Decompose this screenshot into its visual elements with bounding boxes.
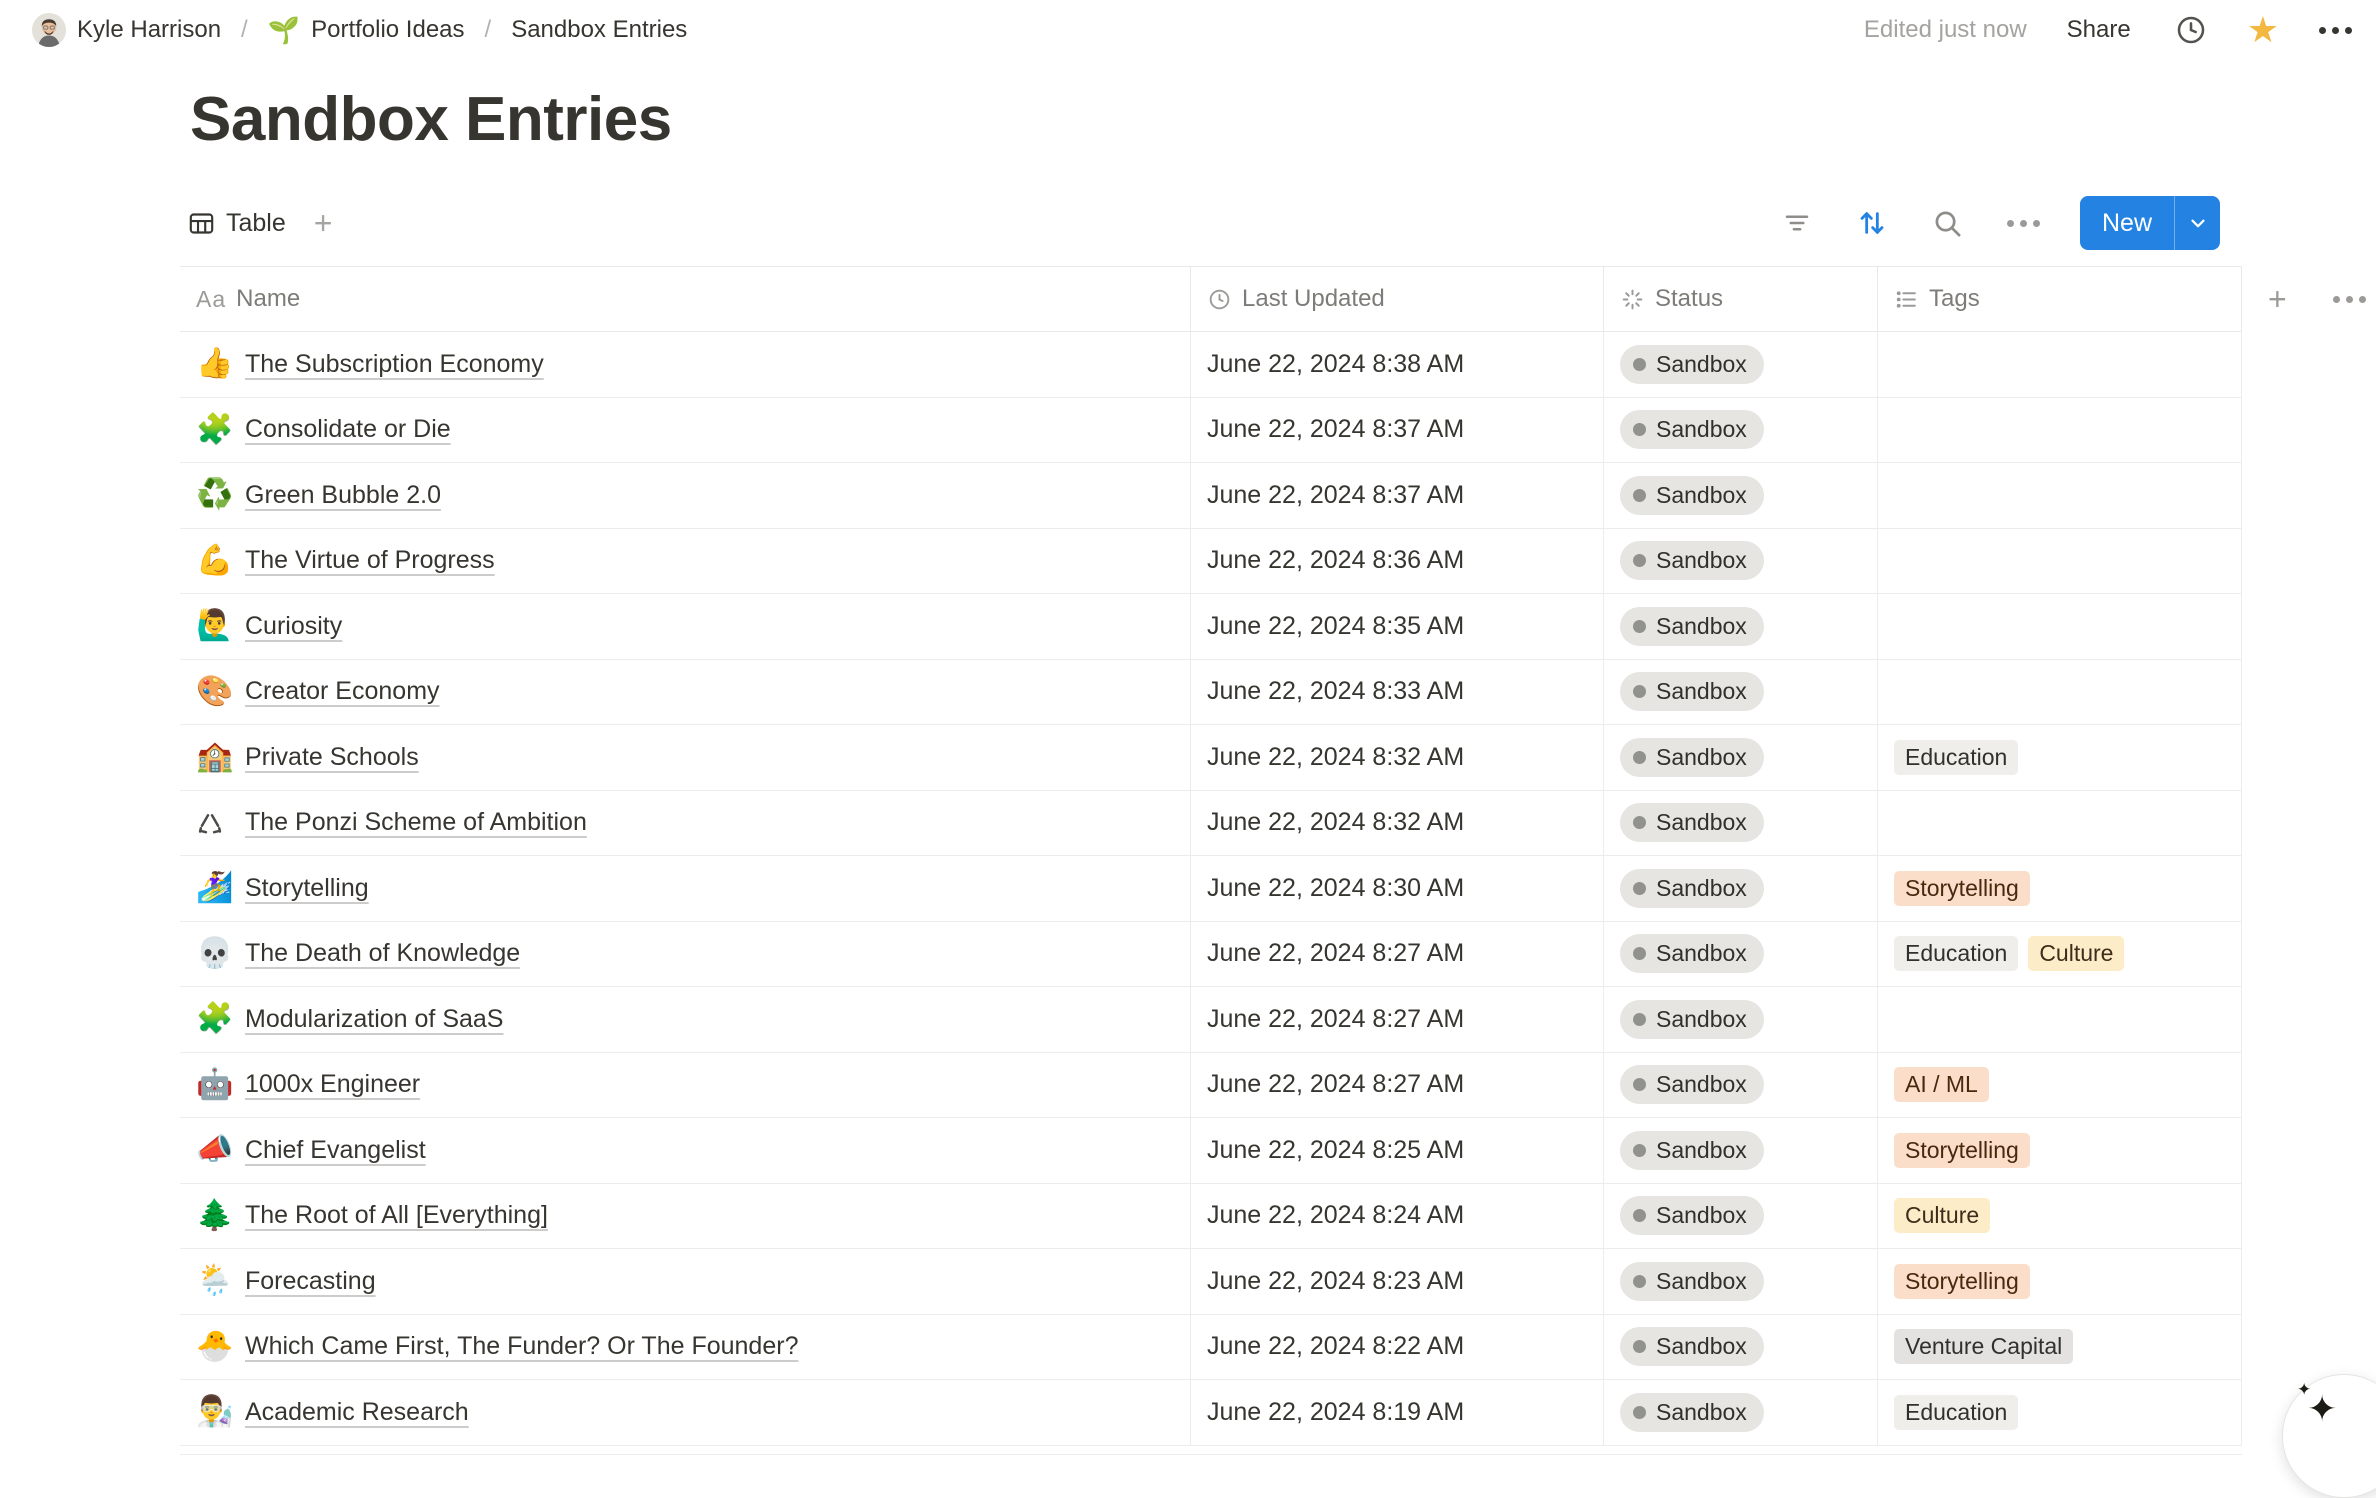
name-cell[interactable] (180, 1249, 1191, 1314)
status-label: Sandbox (1656, 1071, 1747, 1098)
name-cell[interactable] (180, 332, 1191, 397)
last-updated-cell[interactable]: June 22, 2024 8:23 AM (1191, 1249, 1604, 1314)
status-badge (1620, 1262, 1764, 1301)
name-cell[interactable] (180, 922, 1191, 987)
name-cell[interactable] (180, 791, 1191, 856)
status-cell[interactable] (1604, 1249, 1878, 1314)
last-updated-cell[interactable]: June 22, 2024 8:37 AM (1191, 398, 1604, 463)
table-row (180, 791, 2242, 857)
breadcrumb-label: Sandbox Entries (511, 16, 688, 43)
page-link[interactable]: Green Bubble 2.0 (245, 480, 441, 509)
status-dot-icon (1633, 1340, 1646, 1353)
last-updated-cell[interactable]: June 22, 2024 8:32 AM (1191, 791, 1604, 856)
status-dot-icon (1633, 751, 1646, 764)
status-cell[interactable] (1604, 660, 1878, 725)
table-row (180, 1184, 2242, 1250)
status-cell[interactable] (1604, 987, 1878, 1052)
column-header-name[interactable] (180, 267, 1191, 331)
name-cell[interactable] (180, 660, 1191, 725)
page-emoji-icon: 👨‍🔬 (196, 1395, 234, 1429)
page-link[interactable]: The Virtue of Progress (245, 546, 495, 575)
tag-pill: Venture Capital (1894, 1329, 2073, 1364)
table-header-row (180, 266, 2287, 332)
status-badge (1620, 1196, 1764, 1235)
status-label: Sandbox (1656, 1267, 1747, 1294)
status-label: Sandbox (1656, 874, 1747, 901)
breadcrumb-label: Portfolio Ideas (311, 16, 465, 43)
status-label: Sandbox (1656, 481, 1747, 508)
database-table (180, 266, 2287, 1455)
status-dot-icon (1633, 1078, 1646, 1091)
status-label: Sandbox (1656, 416, 1747, 443)
status-badge (1620, 1393, 1764, 1432)
status-badge (1620, 1000, 1764, 1039)
name-cell[interactable] (180, 463, 1191, 528)
last-updated-cell[interactable]: June 22, 2024 8:27 AM (1191, 922, 1604, 987)
add-column-icon[interactable]: + (2268, 281, 2287, 317)
page-link[interactable]: Consolidate or Die (245, 415, 451, 444)
name-cell[interactable] (180, 1184, 1191, 1249)
name-cell[interactable] (180, 1315, 1191, 1380)
breadcrumb-item-workspace[interactable] (26, 10, 227, 50)
column-header-label: Last Updated (1242, 285, 1385, 312)
name-cell[interactable] (180, 398, 1191, 463)
name-cell[interactable] (180, 594, 1191, 659)
view-toolbar (180, 194, 2242, 252)
view-options-icon[interactable] (2003, 216, 2044, 231)
page-emoji-icon: 👍 (196, 347, 234, 381)
table-options-icon[interactable] (2329, 292, 2370, 307)
name-cell[interactable] (180, 987, 1191, 1052)
share-button[interactable]: Share (2066, 16, 2131, 43)
tags-cell[interactable] (1878, 529, 2242, 594)
tag-pill: Culture (2028, 936, 2124, 971)
status-badge (1620, 738, 1764, 777)
status-dot-icon (1633, 620, 1646, 633)
page-link[interactable]: Academic Research (245, 1397, 469, 1426)
table-row (180, 660, 2242, 726)
status-cell[interactable] (1604, 1380, 1878, 1445)
column-header-last-updated[interactable] (1191, 267, 1604, 331)
breadcrumb (26, 10, 693, 50)
status-cell[interactable] (1604, 922, 1878, 987)
table-row (180, 398, 2242, 464)
page-emoji-icon: 🧩 (196, 1002, 234, 1036)
status-cell[interactable] (1604, 1053, 1878, 1118)
last-updated-cell[interactable]: June 22, 2024 8:30 AM (1191, 856, 1604, 921)
status-label: Sandbox (1656, 547, 1747, 574)
add-view-icon[interactable]: + (313, 205, 333, 241)
tag-pill: Storytelling (1894, 871, 2030, 906)
tag-pill: Storytelling (1894, 1264, 2030, 1299)
status-label: Sandbox (1656, 809, 1747, 836)
name-cell[interactable] (180, 1053, 1191, 1118)
status-badge (1620, 672, 1764, 711)
tags-cell[interactable] (1878, 332, 2242, 397)
clock-icon (1207, 287, 1232, 312)
last-updated-cell[interactable]: June 22, 2024 8:22 AM (1191, 1315, 1604, 1380)
tags-cell[interactable] (1878, 1380, 2242, 1445)
status-dot-icon (1633, 554, 1646, 567)
status-dot-icon (1633, 1144, 1646, 1157)
list-icon (1894, 287, 1919, 312)
page-link[interactable]: Chief Evangelist (245, 1135, 426, 1164)
table-row (180, 922, 2242, 988)
next-row-sliver (180, 1446, 2242, 1455)
ai-assistant-button[interactable] (2282, 1374, 2376, 1498)
status-cell[interactable] (1604, 332, 1878, 397)
breadcrumb-separator: / (241, 16, 248, 43)
new-dropdown-chevron-icon[interactable] (2174, 196, 2220, 250)
page-emoji-icon: 🌦️ (196, 1264, 234, 1298)
status-dot-icon (1633, 489, 1646, 502)
table-row (180, 1380, 2242, 1446)
breadcrumb-label: Kyle Harrison (77, 16, 222, 43)
page-link[interactable]: The Root of All [Everything] (245, 1201, 548, 1230)
breadcrumb-item-sandbox-entries[interactable] (505, 13, 693, 47)
table-row (180, 1315, 2242, 1381)
tags-cell[interactable] (1878, 660, 2242, 725)
page-link[interactable]: Curiosity (245, 611, 343, 640)
page-emoji-icon: 🧩 (196, 412, 234, 446)
status-label: Sandbox (1656, 1136, 1747, 1163)
page-emoji-icon: 🏫 (196, 740, 234, 774)
table-row (180, 1053, 2242, 1119)
top-bar (0, 0, 2376, 60)
page-emoji-icon: 🎨 (196, 674, 234, 708)
status-badge (1620, 345, 1764, 384)
tags-cell[interactable] (1878, 463, 2242, 528)
tags-cell[interactable] (1878, 856, 2242, 921)
last-updated-cell[interactable]: June 22, 2024 8:33 AM (1191, 660, 1604, 725)
column-header-tags[interactable] (1878, 267, 2242, 331)
view-tab-label: Table (226, 208, 286, 237)
last-updated-cell[interactable]: June 22, 2024 8:35 AM (1191, 594, 1604, 659)
status-badge (1620, 1065, 1764, 1104)
status-badge (1620, 803, 1764, 842)
status-dot-icon (1633, 685, 1646, 698)
table-view-icon (188, 210, 215, 237)
status-label: Sandbox (1656, 1333, 1747, 1360)
page-emoji-icon: 📣 (196, 1133, 234, 1167)
table-row (180, 529, 2242, 595)
page-link[interactable]: Creator Economy (245, 677, 440, 706)
status-cell[interactable] (1604, 398, 1878, 463)
status-label: Sandbox (1656, 940, 1747, 967)
page-link[interactable]: Forecasting (245, 1266, 376, 1295)
page-link[interactable]: The Ponzi Scheme of Ambition (245, 808, 587, 837)
new-button-label[interactable]: New (2101, 208, 2152, 237)
last-updated-cell[interactable]: June 22, 2024 8:27 AM (1191, 987, 1604, 1052)
tags-cell[interactable] (1878, 791, 2242, 856)
page-link[interactable]: Storytelling (245, 873, 369, 902)
page-emoji-icon: 🙋‍♂️ (196, 609, 234, 643)
status-label: Sandbox (1656, 678, 1747, 705)
tags-cell[interactable] (1878, 594, 2242, 659)
tag-pill: Education (1894, 936, 2018, 971)
tags-cell[interactable] (1878, 922, 2242, 987)
page-link[interactable]: Which Came First, The Funder? Or The Founder? (245, 1332, 799, 1361)
table-row (180, 594, 2242, 660)
user-avatar (32, 13, 66, 47)
tags-cell[interactable] (1878, 725, 2242, 790)
table-row (180, 987, 2242, 1053)
last-updated-cell[interactable]: June 22, 2024 8:32 AM (1191, 725, 1604, 790)
topbar-actions (1864, 8, 2356, 52)
new-button[interactable] (2080, 196, 2220, 250)
tags-cell[interactable] (1878, 1184, 2242, 1249)
status-cell[interactable] (1604, 1118, 1878, 1183)
status-label: Sandbox (1656, 1202, 1747, 1229)
edited-status: Edited just now (1863, 16, 2027, 43)
status-badge (1620, 1131, 1764, 1170)
page-link[interactable]: The Subscription Economy (245, 349, 544, 378)
seedling-emoji-icon: 🌱 (267, 15, 301, 45)
page-emoji-icon: 🌲 (196, 1198, 234, 1232)
page-emoji-icon: ♻️ (196, 478, 234, 512)
last-updated-cell[interactable]: June 22, 2024 8:37 AM (1191, 463, 1604, 528)
status-badge (1620, 541, 1764, 580)
status-dot-icon (1633, 423, 1646, 436)
column-header-label: Name (236, 285, 301, 312)
status-badge (1620, 934, 1764, 973)
page-link[interactable]: Private Schools (245, 742, 419, 771)
tags-cell[interactable] (1878, 1249, 2242, 1314)
table-body (180, 332, 2242, 1446)
history-clock-icon[interactable] (2171, 10, 2211, 50)
last-updated-cell[interactable]: June 22, 2024 8:38 AM (1191, 332, 1604, 397)
tag-pill: Culture (1894, 1198, 1990, 1233)
page-emoji-icon: 💪 (196, 543, 234, 577)
triangle-outline-icon (196, 809, 232, 837)
last-updated-cell[interactable]: June 22, 2024 8:19 AM (1191, 1380, 1604, 1445)
status-cell[interactable] (1604, 791, 1878, 856)
name-cell[interactable] (180, 725, 1191, 790)
more-options-icon[interactable] (2315, 23, 2356, 38)
tag-pill: Education (1894, 740, 2018, 775)
status-badge (1620, 869, 1764, 908)
column-header-status[interactable] (1604, 267, 1878, 331)
page-emoji-icon: 💀 (196, 936, 234, 970)
status-badge (1620, 607, 1764, 646)
status-dot-icon (1633, 358, 1646, 371)
table-header-extras (2268, 267, 2370, 331)
tab-table-view[interactable] (180, 205, 294, 242)
page-emoji-icon: 🏄‍♀️ (196, 871, 234, 905)
column-header-label: Tags (1929, 285, 1980, 312)
status-cell[interactable] (1604, 1315, 1878, 1380)
status-label: Sandbox (1656, 1398, 1747, 1425)
table-row (180, 1249, 2242, 1315)
tags-cell[interactable] (1878, 1118, 2242, 1183)
name-cell[interactable] (180, 856, 1191, 921)
status-label: Sandbox (1656, 612, 1747, 639)
tag-pill: Education (1894, 1395, 2018, 1430)
name-cell[interactable] (180, 1380, 1191, 1445)
breadcrumb-separator: / (484, 16, 492, 43)
page-link[interactable]: 1000x Engineer (245, 1070, 421, 1099)
status-cell[interactable] (1604, 725, 1878, 790)
page-emoji-icon: 🤖 (196, 1067, 234, 1101)
table-row (180, 463, 2242, 529)
page-link[interactable]: The Death of Knowledge (245, 939, 521, 968)
tag-pill: Storytelling (1894, 1133, 2030, 1168)
status-dot-icon (1633, 882, 1646, 895)
table-row (180, 856, 2242, 922)
status-dot-icon (1633, 816, 1646, 829)
search-icon[interactable] (1928, 204, 1967, 243)
page-link[interactable]: Modularization of SaaS (245, 1004, 504, 1033)
last-updated-cell[interactable]: June 22, 2024 8:24 AM (1191, 1184, 1604, 1249)
tags-cell[interactable] (1878, 398, 2242, 463)
last-updated-cell[interactable]: June 22, 2024 8:25 AM (1191, 1118, 1604, 1183)
last-updated-cell[interactable]: June 22, 2024 8:27 AM (1191, 1053, 1604, 1118)
status-badge (1620, 476, 1764, 515)
text-property-icon: Aa (196, 285, 227, 312)
name-cell[interactable] (180, 529, 1191, 594)
status-badge (1620, 410, 1764, 449)
sparkle-small-icon: ✦ (2297, 1380, 2312, 1399)
status-cell[interactable] (1604, 594, 1878, 659)
status-dot-icon (1633, 1406, 1646, 1419)
table-row (180, 1118, 2242, 1184)
table-row (180, 725, 2242, 791)
status-dot-icon (1633, 947, 1646, 960)
status-dot-icon (1633, 1275, 1646, 1288)
status-cell[interactable] (1604, 529, 1878, 594)
page-emoji-icon: 🐣 (196, 1329, 234, 1363)
status-label: Sandbox (1656, 743, 1747, 770)
tags-cell[interactable] (1878, 1315, 2242, 1380)
filter-icon[interactable] (1778, 204, 1816, 242)
name-cell[interactable] (180, 1118, 1191, 1183)
tags-cell[interactable] (1878, 987, 2242, 1052)
breadcrumb-item-portfolio-ideas[interactable] (262, 13, 471, 47)
status-spinner-icon (1620, 287, 1645, 312)
status-badge (1620, 1327, 1764, 1366)
status-label: Sandbox (1656, 350, 1747, 377)
column-header-label: Status (1655, 285, 1724, 312)
toolbar-actions (1778, 196, 2242, 250)
favorite-star-icon[interactable]: ★ (2246, 9, 2279, 50)
table-row (180, 332, 2242, 398)
status-label: Sandbox (1656, 1005, 1747, 1032)
status-cell[interactable] (1604, 1184, 1878, 1249)
status-dot-icon (1633, 1013, 1646, 1026)
tags-cell[interactable] (1878, 1053, 2242, 1118)
status-cell[interactable] (1604, 856, 1878, 921)
sort-icon[interactable] (1852, 203, 1892, 243)
page-title[interactable]: Sandbox Entries (190, 85, 672, 154)
status-cell[interactable] (1604, 463, 1878, 528)
last-updated-cell[interactable]: June 22, 2024 8:36 AM (1191, 529, 1604, 594)
sparkle-icon: ✦ (2307, 1388, 2338, 1429)
tag-pill: AI / ML (1894, 1067, 1989, 1102)
status-dot-icon (1633, 1209, 1646, 1222)
